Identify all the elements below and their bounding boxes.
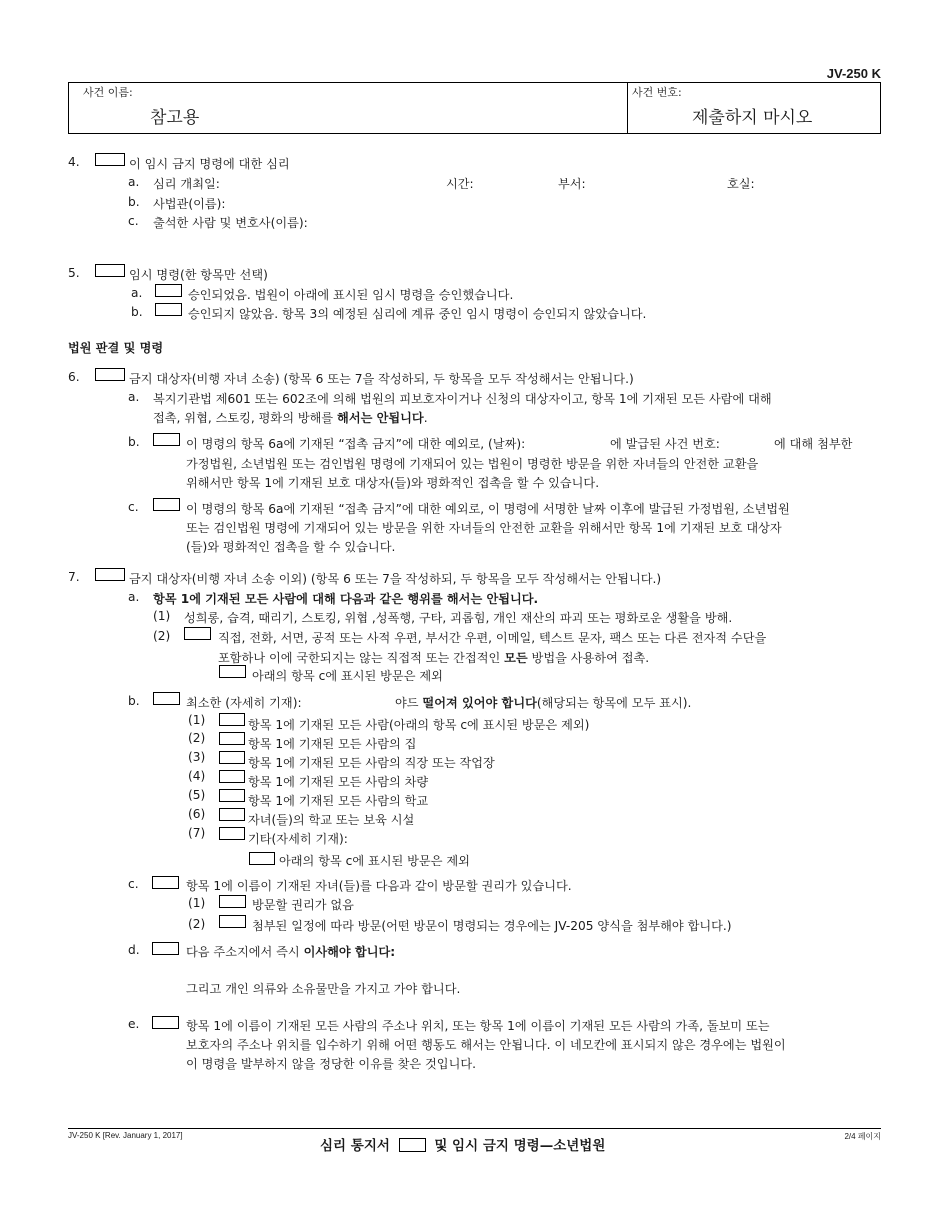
item7b-2-number: (2): [188, 731, 206, 745]
item6a-line1: 복지기관법 제601 또는 602조에 의해 법원의 피보호자이거나 신청의 대상자이고, 항목 1에 기재된 모든 사람에 대해: [153, 392, 772, 406]
item7a2-line2-pre: 포함하나 이에 국한되지는 않는 직접적 또는 간접적인: [218, 651, 505, 665]
item7b-6-number: (6): [188, 807, 206, 821]
item7a-letter: a.: [128, 590, 140, 604]
form-number: JV-250 K: [826, 66, 881, 81]
footer-title: [320, 1134, 605, 1154]
item7a2-line2-bold: 모든: [504, 651, 528, 665]
item7-checkbox[interactable]: [95, 568, 125, 581]
case-name-value[interactable]: 참고용: [150, 108, 200, 128]
item5-number: 5.: [68, 266, 80, 280]
item7a1-number: (1): [153, 609, 171, 623]
item7b-pre: 최소한 (자세히 기재):: [186, 696, 302, 710]
item7b-4-text: 항목 1에 기재된 모든 사람의 차량: [248, 775, 429, 789]
item5b-checkbox[interactable]: [155, 303, 182, 316]
item7e-line2: 보호자의 주소나 위치를 입수하기 위해 어떤 행동도 해서는 안됩니다. 이 네모칸에 표시되지 않은 경우에는 법원이: [186, 1038, 786, 1052]
hearing-room-label: 호실:: [727, 177, 755, 191]
item7b-6-checkbox[interactable]: [219, 808, 245, 821]
item7c1-text: 방문할 권리가 없음: [252, 898, 354, 912]
item6b-line1-post: 에 대해 첨부한: [774, 437, 853, 451]
item6c-line2: 또는 검인법원 명령에 기재되어 있는 방문을 위한 자녀들의 안전한 교환을 위해서만 항목 1에 기재된 보호 대상자: [186, 521, 782, 535]
item6-title: 금지 대상자(비행 자녀 소송) (항목 6 또는 7을 작성하되, 두 항목을 모두 작성해서는 안됩니다.): [129, 372, 634, 386]
item6-checkbox[interactable]: [95, 368, 125, 381]
item4b-letter: b.: [128, 195, 140, 209]
item5a-letter: a.: [131, 286, 143, 300]
item7e-checkbox[interactable]: [152, 1016, 179, 1029]
item6c-line3: (들)와 평화적인 접촉을 할 수 있습니다.: [186, 540, 396, 554]
item7a1-text: 성희롱, 습격, 때리기, 스토킹, 위협 ,성폭행, 구타, 괴롭힘, 개인 재산의 파괴 또는 평화로운 생활을 방해.: [184, 611, 733, 625]
item7b-letter: b.: [128, 694, 140, 708]
item7c-checkbox[interactable]: [152, 876, 179, 889]
item6a-line2-post: .: [423, 411, 428, 425]
item7b-2-text: 항목 1에 기재된 모든 사람의 집: [248, 737, 417, 751]
item7c-letter: c.: [128, 877, 139, 891]
item7c1-number: (1): [188, 896, 206, 910]
item5-title: 임시 명령(한 항목만 선택): [129, 268, 268, 282]
hearing-time-label: 시간:: [446, 177, 474, 191]
item6b-letter: b.: [128, 435, 140, 449]
item7c2-number: (2): [188, 917, 206, 931]
item5b-letter: b.: [131, 305, 143, 319]
item4c-letter: c.: [128, 214, 139, 228]
item5b-text: 승인되지 않았음. 항목 3의 예정된 심리에 계류 중인 임시 명령이 승인되지 않았습니다.: [188, 307, 647, 321]
item7b-1-number: (1): [188, 713, 206, 727]
item6c-letter: c.: [128, 500, 139, 514]
item7b-rest: [395, 694, 691, 711]
item7e-line3: 이 명령을 발부하지 않을 정당한 이유를 찾은 것입니다.: [186, 1057, 477, 1071]
item6c-checkbox[interactable]: [153, 498, 180, 511]
item7b-1-checkbox[interactable]: [219, 713, 245, 726]
hearing-dept-label: 부서:: [558, 177, 586, 191]
item7d-letter: d.: [128, 943, 140, 957]
footer-page: 2/4 페이지: [844, 1132, 881, 1141]
item7b-2-checkbox[interactable]: [219, 732, 245, 745]
case-number-value[interactable]: 제출하지 마시오: [692, 108, 813, 128]
item6c-line1: 이 명령의 항목 6a에 기재된 “접촉 금지”에 대한 예외로, 이 명령에 서명한 날짜 이후에 발급된 가정법원, 소년법원: [186, 502, 790, 516]
item7b-1-text: 항목 1에 기재된 모든 사람(아래의 항목 c에 표시된 방문은 제외): [248, 718, 590, 732]
item6b-line2: 가정법원, 소년법원 또는 검인법원 명령에 기재되어 있는 법원이 명령한 방문을 위한 자녀들의 안전한 교환을: [186, 457, 759, 471]
item7d-bold: 이사해야 합니다:: [303, 945, 396, 959]
case-name-label: 사건 이름:: [83, 86, 133, 99]
footer-rule: [68, 1128, 881, 1129]
judicial-officer-label: 사법관(이름):: [153, 197, 226, 211]
item7b-3-number: (3): [188, 750, 206, 764]
section-heading: 법원 판결 및 명령: [68, 341, 164, 355]
item7b-checkbox[interactable]: [153, 692, 180, 705]
item6a-line2-bold: 해서는 안됩니다: [337, 411, 424, 425]
item7a2-line1: 직접, 전화, 서면, 공적 또는 사적 우편, 부서간 우편, 이메일, 텍스트 문자, 팩스 또는 다른 전자적 수단을: [218, 631, 767, 645]
item7b-except-checkbox[interactable]: [249, 852, 275, 865]
item7d-checkbox[interactable]: [152, 942, 179, 955]
item7b-7-text: 기타(자세히 기재):: [248, 832, 348, 846]
item7c2-text: 첨부된 일정에 따라 방문(어떤 방문이 명령되는 경우에는 JV-205 양식을 첨부해야 합니다.): [252, 919, 732, 933]
item7b-6-text: 자녀(들)의 학교 또는 보육 시설: [248, 813, 415, 827]
item7d-line2: 그리고 개인 의류와 소유물만을 가지고 가야 합니다.: [186, 982, 461, 996]
item7a2-line2: [218, 649, 649, 666]
item7b-5-number: (5): [188, 788, 206, 802]
item7b-7-number: (7): [188, 826, 206, 840]
item6b-line3: 위해서만 항목 1에 기재된 보호 대상자(들)와 평화적인 접촉을 할 수 있습니다.: [186, 476, 600, 490]
item7b-7-checkbox[interactable]: [219, 827, 245, 840]
item7b-5-text: 항목 1에 기재된 모든 사람의 학교: [248, 794, 429, 808]
footer-title-pre: 심리 통지서: [320, 1138, 390, 1154]
item7c2-checkbox[interactable]: [219, 915, 246, 928]
item7-number: 7.: [68, 570, 80, 584]
header-divider: [627, 83, 628, 133]
item7a-title: 항목 1에 기재된 모든 사람에 대해 다음과 같은 행위를 해서는 안됩니다.: [153, 592, 539, 606]
item6b-line1-mid: 에 발급된 사건 번호:: [610, 437, 720, 451]
item7b-except-text: 아래의 항목 c에 표시된 방문은 제외: [279, 854, 470, 868]
item7e-letter: e.: [128, 1017, 140, 1031]
item7e-line1: 항목 1에 이름이 기재된 모든 사람의 주소나 위치, 또는 항목 1에 이름이 기재된 모든 사람의 가족, 돌보미 또는: [186, 1019, 770, 1033]
item5a-checkbox[interactable]: [155, 284, 182, 297]
item7a2-except-checkbox[interactable]: [219, 665, 246, 678]
item4-checkbox[interactable]: [95, 153, 125, 166]
item7b-3-checkbox[interactable]: [219, 751, 245, 764]
item7b-4-checkbox[interactable]: [219, 770, 245, 783]
item6-number: 6.: [68, 370, 80, 384]
item6b-checkbox[interactable]: [153, 433, 180, 446]
item6a-line2: [153, 409, 428, 426]
item4a-letter: a.: [128, 175, 140, 189]
item7a2-except-text: 아래의 항목 c에 표시된 방문은 제외: [252, 669, 443, 683]
item7a2-line2-post: 방법을 사용하여 접촉.: [527, 651, 650, 665]
item6b-line1-pre: 이 명령의 항목 6a에 기재된 “접촉 금지”에 대한 예외로, (날짜):: [186, 437, 526, 451]
case-number-label: 사건 번호:: [632, 86, 682, 99]
hearing-date-label: 심리 개최일:: [153, 177, 220, 191]
item7d-pre: 다음 주소지에서 즉시: [186, 945, 304, 959]
footer-title-checkbox[interactable]: [399, 1138, 426, 1152]
item7b-yard: 야드: [395, 696, 423, 710]
item6a-letter: a.: [128, 390, 140, 404]
item4-number: 4.: [68, 155, 80, 169]
item7b-5-checkbox[interactable]: [219, 789, 245, 802]
item7c-title: 항목 1에 이름이 기재된 자녀(들)를 다음과 같이 방문할 권리가 있습니다.: [186, 879, 572, 893]
item7b-3-text: 항목 1에 기재된 모든 사람의 직장 또는 작업장: [248, 756, 495, 770]
item7b-4-number: (4): [188, 769, 206, 783]
item7c1-checkbox[interactable]: [219, 895, 246, 908]
item6a-line2-pre: 접촉, 위협, 스토킹, 평화의 방해를: [153, 411, 338, 425]
item7d-line1: [186, 943, 395, 960]
item7a2-number: (2): [153, 629, 171, 643]
present-persons-label: 출석한 사람 및 변호사(이름):: [153, 216, 308, 230]
item7b-bold: 떨어져 있어야 합니다: [422, 696, 537, 710]
footer-title-post: 및 임시 금지 명령—소년법원: [434, 1138, 606, 1154]
item5-checkbox[interactable]: [95, 264, 125, 277]
item7b-post: (해당되는 항목에 모두 표시).: [536, 696, 692, 710]
item7-title: 금지 대상자(비행 자녀 소송 이외) (항목 6 또는 7을 작성하되, 두 항목을 모두 작성해서는 안됩니다.): [129, 572, 662, 586]
item5a-text: 승인되었음. 법원이 아래에 표시된 임시 명령을 승인했습니다.: [188, 288, 514, 302]
footer-form-rev: JV-250 K [Rev. January 1, 2017]: [68, 1131, 183, 1140]
item7a2-checkbox[interactable]: [184, 627, 211, 640]
item4-title: 이 임시 금지 명령에 대한 심리: [129, 157, 290, 171]
